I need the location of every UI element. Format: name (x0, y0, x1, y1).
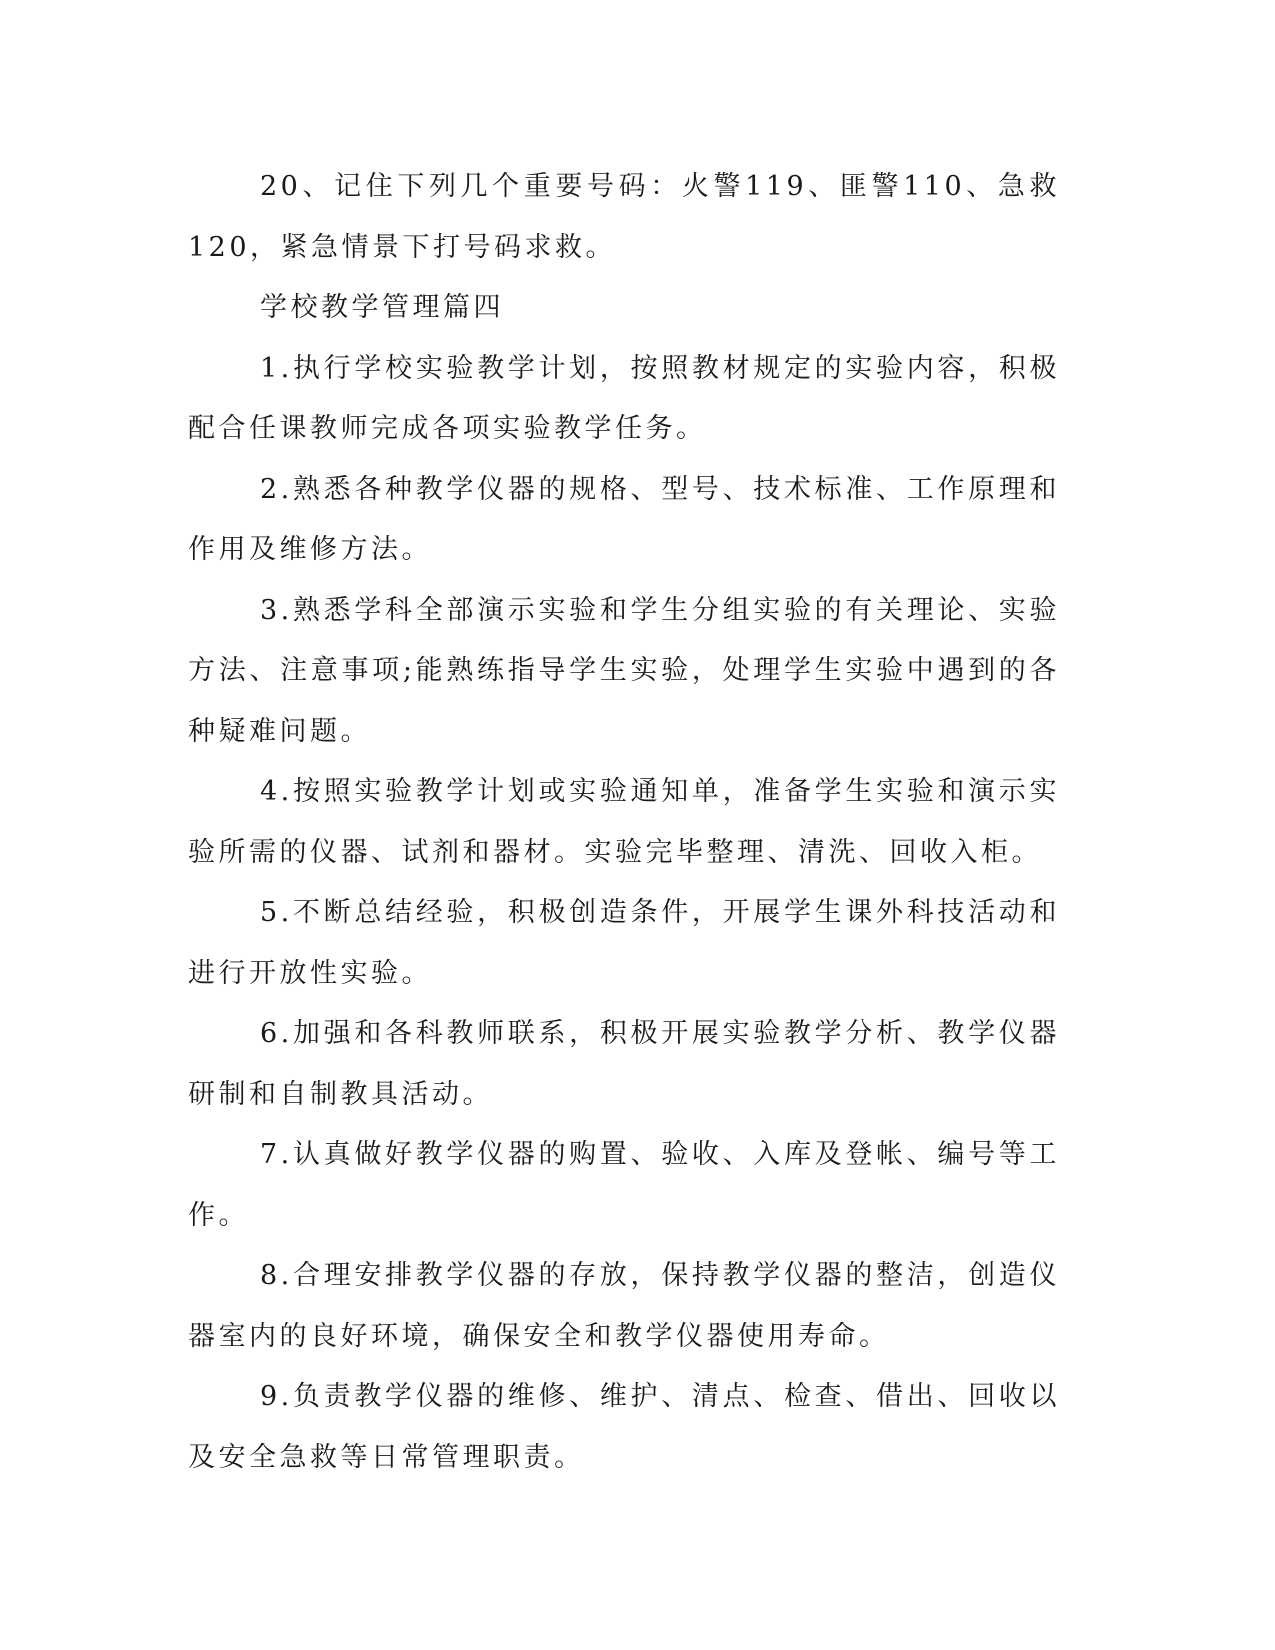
paragraph-item-5: 5.不断总结经验，积极创造条件，开展学生课外科技活动和进行开放性实验。 (188, 897, 1060, 989)
paragraph-emergency-numbers: 20、记住下列几个重要号码：火警119、匪警110、急救120，紧急情景下打号码求救。 (188, 171, 1060, 263)
paragraph-item-8: 8.合理安排教学仪器的存放，保持教学仪器的整洁，创造仪器室内的良好环境，确保安全和教学仪器使用寿命。 (188, 1260, 1060, 1352)
paragraph-item-6: 6.加强和各科教师联系，积极开展实验教学分析、教学仪器研制和自制教具活动。 (188, 1018, 1060, 1110)
document-body (188, 157, 1060, 1488)
paragraph-item-3: 3.熟悉学科全部演示实验和学生分组实验的有关理论、实验方法、注意事项;能熟练指导学生实验，处理学生实验中遇到的各种疑难问题。 (188, 594, 1060, 747)
paragraph-item-9: 9.负责教学仪器的维修、维护、清点、检查、借出、回收以及安全急救等日常管理职责。 (188, 1381, 1060, 1473)
paragraph-item-1: 1.执行学校实验教学计划，按照教材规定的实验内容，积极配合任课教师完成各项实验教学任务。 (188, 352, 1060, 444)
paragraph-item-4: 4.按照实验教学计划或实验通知单，准备学生实验和演示实验所需的仪器、试剂和器材。实验完毕整理、清洗、回收入柜。 (188, 776, 1060, 868)
paragraph-item-2: 2.熟悉各种教学仪器的规格、型号、技术标准、工作原理和作用及维修方法。 (188, 473, 1060, 565)
section-heading: 学校教学管理篇四 (260, 292, 504, 323)
paragraph-item-7: 7.认真做好教学仪器的购置、验收、入库及登帐、编号等工作。 (188, 1139, 1060, 1231)
